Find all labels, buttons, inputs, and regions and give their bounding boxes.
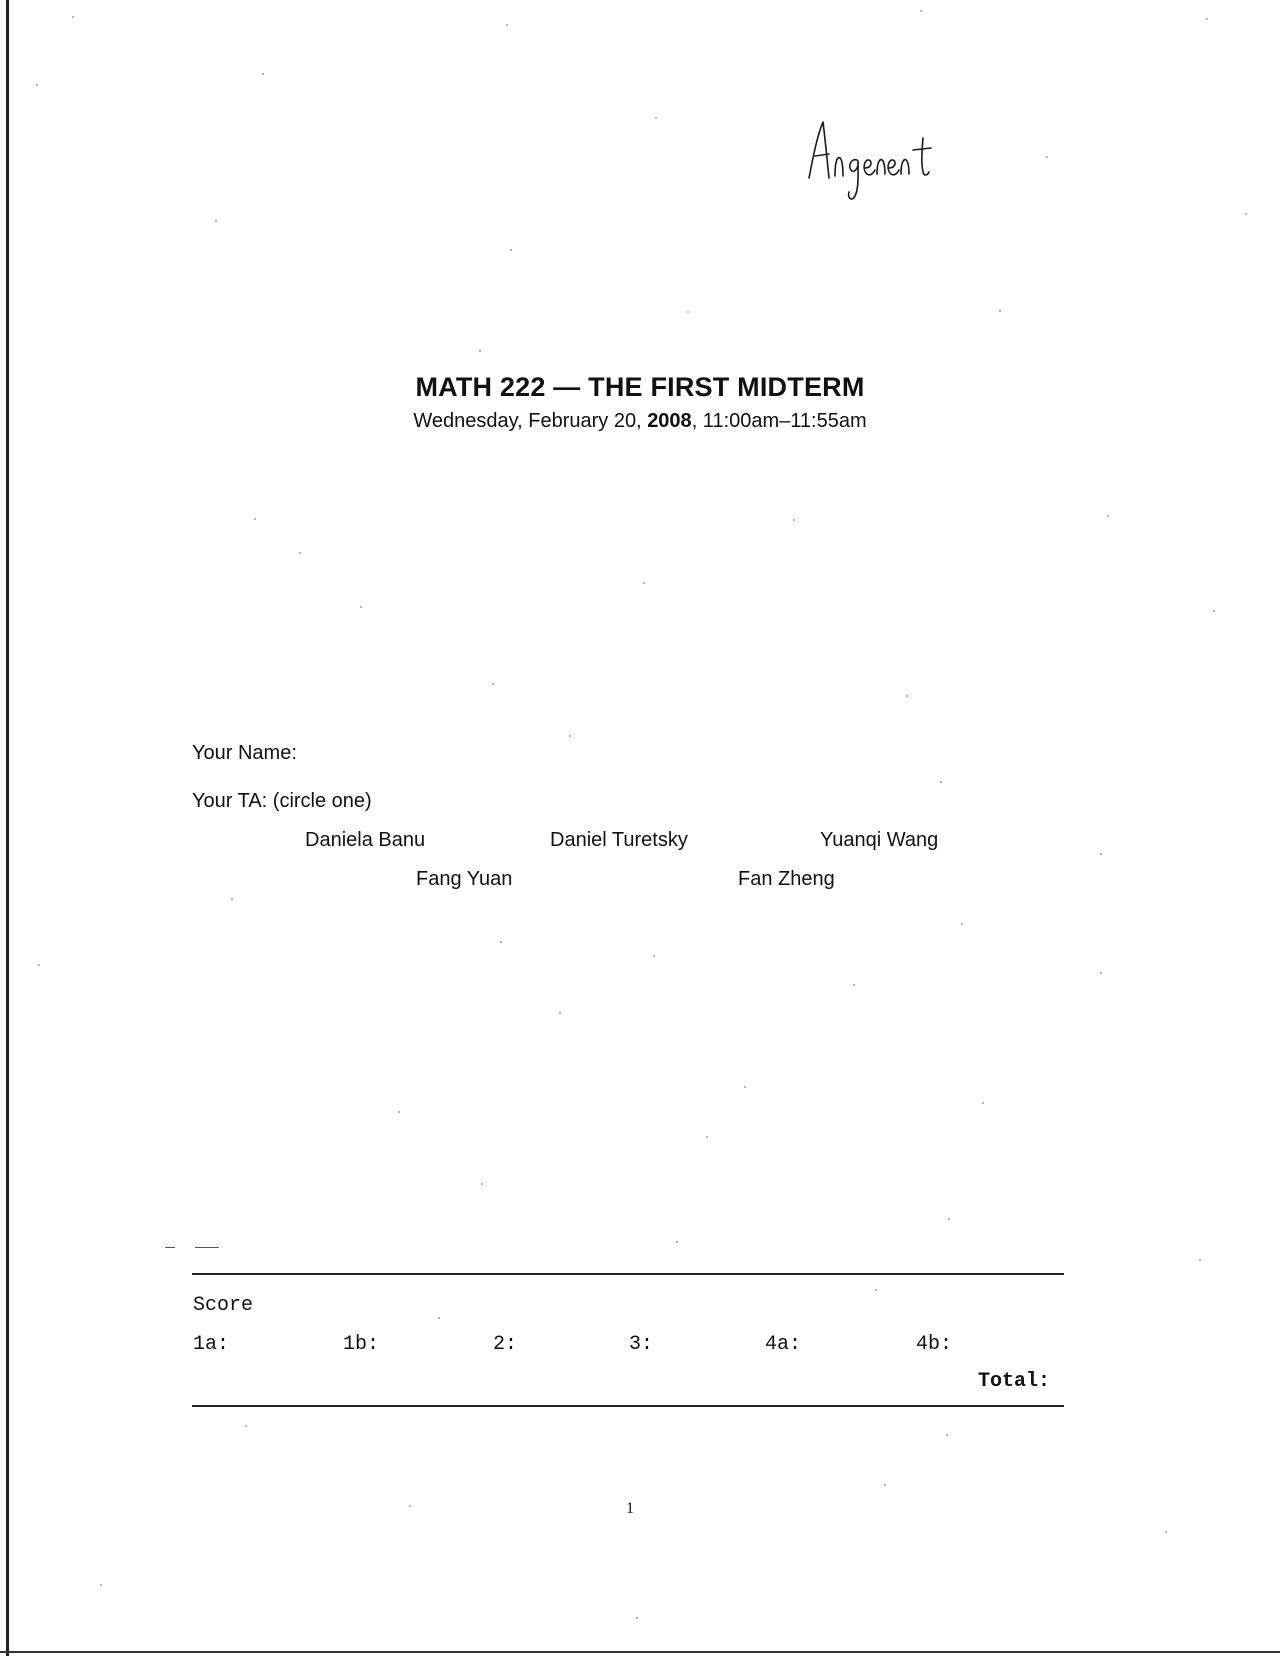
scan-speck: [655, 117, 657, 119]
score-1a: 1a:: [193, 1333, 230, 1356]
scan-speck: [999, 310, 1001, 312]
exam-date: [0, 410, 1280, 433]
scan-speck: [72, 16, 74, 18]
exam-date-year: 2008: [647, 410, 692, 432]
scan-speck: [676, 1241, 678, 1243]
scan-edge-bottom: [0, 1651, 1280, 1653]
scan-speck: [636, 1617, 638, 1619]
scan-speck: [653, 955, 655, 957]
ta-option-zheng[interactable]: Fan Zheng: [738, 868, 835, 890]
scan-speck: [793, 519, 795, 521]
scan-speck: [1199, 1259, 1201, 1261]
scan-speck: [744, 1086, 746, 1088]
scan-speck: [500, 941, 502, 943]
scan-speck: [706, 1136, 708, 1138]
scan-speck: [906, 695, 908, 697]
ta-label: Your TA: (circle one): [192, 790, 372, 812]
scan-speck: [1213, 610, 1215, 612]
scan-speck: [231, 898, 233, 900]
scan-speck: [1107, 515, 1109, 517]
scan-speck: [38, 964, 40, 966]
stray-mark: [165, 1247, 175, 1248]
scan-speck: [1245, 213, 1247, 215]
scan-speck: [853, 984, 855, 986]
scan-speck: [1206, 18, 1208, 20]
scan-speck: [948, 1218, 950, 1220]
scan-speck: [36, 84, 38, 86]
scan-speck: [940, 781, 942, 783]
scan-speck: [946, 1434, 948, 1436]
scan-speck: [643, 582, 645, 584]
stray-mark: [195, 1247, 219, 1248]
scan-speck: [409, 1505, 411, 1507]
scan-speck: [1100, 972, 1102, 974]
ta-option-turetsky[interactable]: Daniel Turetsky: [550, 829, 688, 851]
scan-speck: [569, 735, 571, 737]
scan-speck: [875, 1289, 877, 1291]
scan-speck: [559, 1012, 561, 1014]
scan-speck: [1046, 156, 1048, 158]
score-2: 2:: [493, 1333, 518, 1356]
ta-option-banu[interactable]: Daniela Banu: [305, 829, 426, 851]
exam-date-prefix: Wednesday, February 20,: [413, 410, 648, 432]
scan-speck: [479, 350, 481, 352]
scan-speck: [215, 220, 217, 222]
ta-option-wang[interactable]: Yuanqi Wang: [820, 829, 939, 851]
scan-speck: [254, 518, 256, 520]
exam-date-suffix: , 11:00am–11:55am: [691, 410, 867, 432]
scan-speck: [360, 606, 362, 608]
scan-speck: [245, 1425, 247, 1427]
score-total: Total:: [978, 1370, 1051, 1393]
score-4a: 4a:: [765, 1333, 802, 1356]
score-3: 3:: [629, 1333, 654, 1356]
scan-speck: [398, 1111, 400, 1113]
name-label: Your Name:: [192, 742, 297, 764]
score-1b: 1b:: [343, 1333, 380, 1356]
scan-speck: [920, 10, 922, 12]
page-number: 1: [626, 1500, 634, 1517]
score-bottom-rule: [192, 1405, 1064, 1407]
scan-speck: [481, 1183, 483, 1185]
score-top-rule: [192, 1273, 1064, 1275]
scan-speck: [1100, 853, 1102, 855]
scan-speck: [438, 1317, 440, 1319]
scan-speck: [100, 1584, 102, 1586]
ta-option-yuan[interactable]: Fang Yuan: [416, 868, 513, 890]
score-heading: Score: [193, 1294, 254, 1317]
scan-speck: [510, 249, 512, 251]
scan-speck: [299, 552, 301, 554]
scan-speck: [687, 311, 689, 313]
scan-speck: [262, 73, 264, 75]
scan-speck: [492, 683, 494, 685]
handwritten-signature: [805, 118, 985, 208]
scan-speck: [1165, 1531, 1167, 1533]
scan-speck: [506, 24, 508, 26]
scan-edge-left: [6, 0, 9, 1656]
exam-title: MATH 222 — THE FIRST MIDTERM: [415, 372, 865, 402]
scan-speck: [961, 923, 963, 925]
score-4b: 4b:: [916, 1333, 953, 1356]
scan-speck: [884, 1484, 886, 1486]
scan-speck: [982, 1102, 984, 1104]
